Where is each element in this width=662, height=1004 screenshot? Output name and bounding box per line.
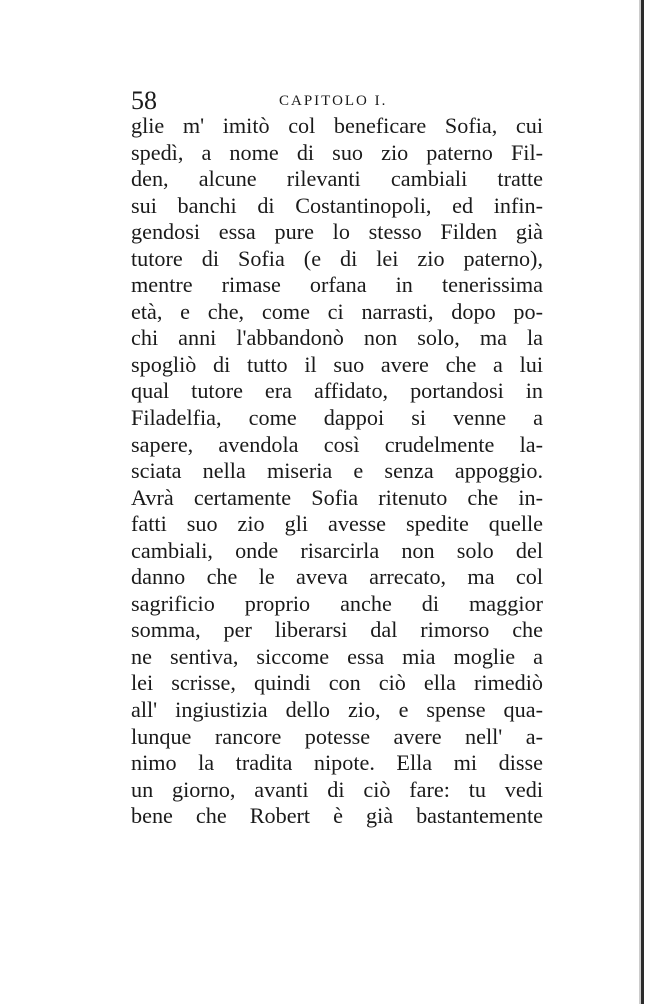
text-line: nimo la tradita nipote. Ella mi disse — [131, 750, 543, 776]
text-line: spogliò di tutto il suo avere che a lui — [131, 351, 543, 377]
text-line: mentre rimase orfana in tenerissima — [131, 272, 543, 298]
text-line: tutore di Sofia (e di lei zio paterno), — [131, 245, 543, 271]
body-text — [131, 113, 543, 830]
text-line: bene che Robert è già bastantemente — [131, 803, 543, 829]
text-line: sui banchi di Costantinopoli, ed infin- — [131, 192, 543, 218]
text-line: glie m' imitò col beneficare Sofia, cui — [131, 113, 543, 138]
text-line: un giorno, avanti di ciò fare: tu vedi — [131, 776, 543, 802]
text-line: danno che le aveva arrecato, ma col — [131, 564, 543, 590]
text-line: lunque rancore potesse avere nell' a- — [131, 723, 543, 749]
text-line: sagrificio proprio anche di maggior — [131, 590, 543, 616]
text-line: sciata nella miseria e senza appoggio. — [131, 458, 543, 484]
text-line: Filadelfia, come dappoi si venne a — [131, 405, 543, 431]
text-line: den, alcune rilevanti cambiali tratte — [131, 166, 543, 192]
text-line: all' ingiustizia dello zio, e spense qua- — [131, 697, 543, 723]
page-number: 58 — [131, 86, 157, 115]
text-line: lei scrisse, quindi con ciò ella rimediò — [131, 670, 543, 696]
text-line: somma, per liberarsi dal rimorso che — [131, 617, 543, 643]
text-line: spedì, a nome di suo zio paterno Fil- — [131, 139, 543, 165]
text-line: Avrà certamente Sofia ritenuto che in- — [131, 484, 543, 510]
text-line: sapere, avendola così crudelmente la- — [131, 431, 543, 457]
page-edge — [641, 0, 644, 1004]
text-line: fatti suo zio gli avesse spedite quelle — [131, 511, 543, 537]
text-line: qual tutore era affidato, portandosi in — [131, 378, 543, 404]
text-line: chi anni l'abbandonò non solo, ma la — [131, 325, 543, 351]
text-line: gendosi essa pure lo stesso Filden già — [131, 219, 543, 245]
running-head: CAPITOLO I. — [279, 93, 388, 109]
text-line: cambiali, onde risarcirla non solo del — [131, 537, 543, 563]
text-line: ne sentiva, siccome essa mia moglie a — [131, 643, 543, 669]
text-line: età, e che, come ci narrasti, dopo po- — [131, 298, 543, 324]
